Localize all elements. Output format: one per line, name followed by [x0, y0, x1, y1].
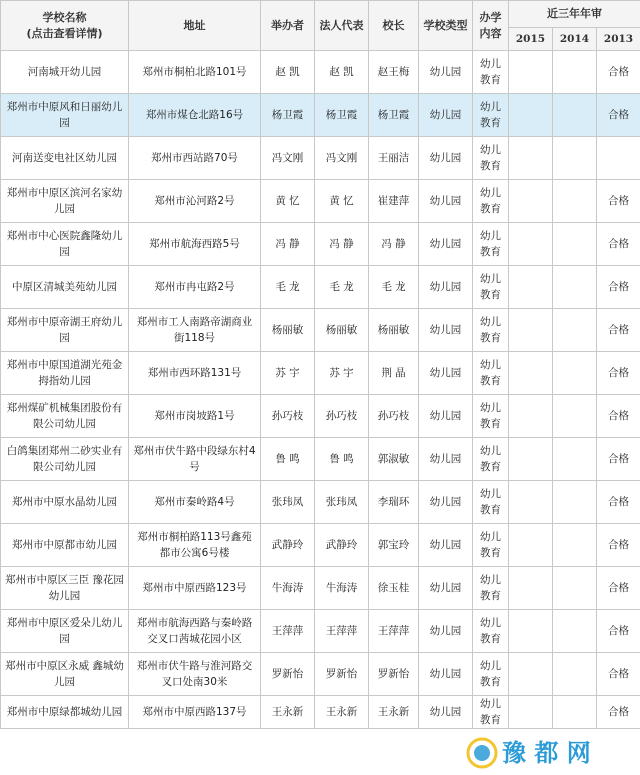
school-type-cell: 幼儿园: [419, 223, 473, 266]
table-row[interactable]: [1, 137, 640, 180]
principal-cell: 冯 静: [369, 223, 419, 266]
table-row[interactable]: [1, 696, 640, 729]
legal-rep-cell: 杨卫霞: [315, 94, 369, 137]
content-cell: 幼儿教育: [473, 352, 509, 395]
legal-rep-cell: 牛海涛: [315, 567, 369, 610]
content-cell: 幼儿教育: [473, 309, 509, 352]
review-2015-cell: [509, 438, 553, 481]
table-row[interactable]: [1, 653, 640, 696]
legal-rep-cell: 王萍萍: [315, 610, 369, 653]
legal-rep-cell: 杨丽敏: [315, 309, 369, 352]
table-row[interactable]: [1, 395, 640, 438]
review-2015-cell: [509, 395, 553, 438]
school-name-link[interactable]: 郑州市中原国道湖光苑金拇指幼儿园: [1, 352, 129, 395]
school-name-link[interactable]: 郑州市中原区三臣 豫花园幼儿园: [1, 567, 129, 610]
address-cell: 郑州市西环路131号: [129, 352, 261, 395]
review-2015-cell: [509, 352, 553, 395]
address-cell: 郑州市西站路70号: [129, 137, 261, 180]
school-name-link[interactable]: 河南送变电社区幼儿园: [1, 137, 129, 180]
school-name-link[interactable]: 郑州市中原绿都城幼儿园: [1, 696, 129, 729]
organizer-cell: 王永新: [261, 696, 315, 729]
school-name-link[interactable]: 郑州市中原都市幼儿园: [1, 524, 129, 567]
review-2014-cell: [553, 610, 597, 653]
school-type-cell: 幼儿园: [419, 309, 473, 352]
address-cell: 郑州市岗坡路1号: [129, 395, 261, 438]
school-name-link[interactable]: 郑州市中原区永威 鑫城幼儿园: [1, 653, 129, 696]
watermark-text: 豫 都 网: [502, 739, 591, 767]
review-2014-cell: [553, 223, 597, 266]
review-2014-cell: [553, 94, 597, 137]
table-row[interactable]: [1, 438, 640, 481]
review-2015-cell: [509, 481, 553, 524]
address-cell: 郑州市伏牛路与淮河路交叉口处南30米: [129, 653, 261, 696]
address-cell: 郑州市中原西路123号: [129, 567, 261, 610]
school-type-cell: 幼儿园: [419, 180, 473, 223]
organizer-cell: 毛 龙: [261, 266, 315, 309]
review-2014-cell: [553, 352, 597, 395]
header-year-2014: 2014: [553, 28, 597, 51]
review-2013-cell: 合格: [597, 309, 640, 352]
school-name-link[interactable]: 郑州市中心医院鑫隆幼儿园: [1, 223, 129, 266]
header-year-2015: 2015: [509, 28, 553, 51]
school-type-cell: 幼儿园: [419, 524, 473, 567]
header-organizer: 举办者: [261, 1, 315, 51]
school-type-cell: 幼儿园: [419, 395, 473, 438]
organizer-cell: 黄 忆: [261, 180, 315, 223]
organizer-cell: 鲁 鸣: [261, 438, 315, 481]
review-2014-cell: [553, 696, 597, 729]
organizer-cell: 罗新怡: [261, 653, 315, 696]
address-cell: 郑州市桐柏路113号鑫苑都市公寓6号楼: [129, 524, 261, 567]
school-type-cell: 幼儿园: [419, 352, 473, 395]
principal-cell: 孙巧枝: [369, 395, 419, 438]
header-review: 近三年年审: [509, 1, 640, 28]
school-type-cell: 幼儿园: [419, 653, 473, 696]
content-cell: 幼儿教育: [473, 696, 509, 729]
header-school-type: 学校类型: [419, 1, 473, 51]
review-2014-cell: [553, 51, 597, 94]
review-2013-cell: 合格: [597, 94, 640, 137]
address-cell: 郑州市航海西路与秦岭路交叉口茜城花园小区: [129, 610, 261, 653]
review-2015-cell: [509, 266, 553, 309]
review-2013-cell: 合格: [597, 51, 640, 94]
organizer-cell: 杨丽敏: [261, 309, 315, 352]
table-row[interactable]: [1, 94, 640, 137]
legal-rep-cell: 冯文刚: [315, 137, 369, 180]
table-row[interactable]: [1, 180, 640, 223]
review-2013-cell: 合格: [597, 653, 640, 696]
school-type-cell: 幼儿园: [419, 137, 473, 180]
school-type-cell: 幼儿园: [419, 481, 473, 524]
review-2014-cell: [553, 653, 597, 696]
review-2014-cell: [553, 137, 597, 180]
review-2013-cell: 合格: [597, 524, 640, 567]
school-type-cell: 幼儿园: [419, 94, 473, 137]
address-cell: 郑州市冉屯路2号: [129, 266, 261, 309]
review-2013-cell: 合格: [597, 180, 640, 223]
legal-rep-cell: 黄 忆: [315, 180, 369, 223]
organizer-cell: 张玮凤: [261, 481, 315, 524]
review-2015-cell: [509, 696, 553, 729]
table-row[interactable]: [1, 223, 640, 266]
content-cell: 幼儿教育: [473, 524, 509, 567]
table-row[interactable]: [1, 309, 640, 352]
principal-cell: 赵王梅: [369, 51, 419, 94]
legal-rep-cell: 张玮凤: [315, 481, 369, 524]
review-2013-cell: 合格: [597, 352, 640, 395]
review-2014-cell: [553, 481, 597, 524]
school-type-cell: 幼儿园: [419, 51, 473, 94]
site-watermark-logo: [462, 731, 634, 771]
principal-cell: 徐玉桂: [369, 567, 419, 610]
review-2015-cell: [509, 567, 553, 610]
content-cell: 幼儿教育: [473, 481, 509, 524]
content-cell: 幼儿教育: [473, 223, 509, 266]
school-type-cell: 幼儿园: [419, 610, 473, 653]
legal-rep-cell: 武静玲: [315, 524, 369, 567]
address-cell: 郑州市煤仓北路16号: [129, 94, 261, 137]
school-name-link[interactable]: 郑州市中原区滨河名家幼儿园: [1, 180, 129, 223]
review-2015-cell: [509, 653, 553, 696]
review-2014-cell: [553, 309, 597, 352]
header-year-2013: 2013: [597, 28, 640, 51]
principal-cell: 李瑞环: [369, 481, 419, 524]
address-cell: 郑州市秦岭路4号: [129, 481, 261, 524]
review-2014-cell: [553, 567, 597, 610]
review-2013-cell: 合格: [597, 696, 640, 729]
school-name-link[interactable]: 河南城开幼儿园: [1, 51, 129, 94]
organizer-cell: 苏 宇: [261, 352, 315, 395]
address-cell: 郑州市中原西路137号: [129, 696, 261, 729]
content-cell: 幼儿教育: [473, 94, 509, 137]
table-row[interactable]: [1, 524, 640, 567]
school-name-link[interactable]: 郑州市中原帝湖王府幼儿园: [1, 309, 129, 352]
legal-rep-cell: 赵 凯: [315, 51, 369, 94]
table-row[interactable]: [1, 51, 640, 94]
review-2015-cell: [509, 94, 553, 137]
principal-cell: 罗新怡: [369, 653, 419, 696]
content-cell: 幼儿教育: [473, 438, 509, 481]
header-address: 地址: [129, 1, 261, 51]
content-cell: 幼儿教育: [473, 653, 509, 696]
review-2015-cell: [509, 180, 553, 223]
principal-cell: 毛 龙: [369, 266, 419, 309]
organizer-cell: 孙巧枝: [261, 395, 315, 438]
review-2014-cell: [553, 180, 597, 223]
review-2014-cell: [553, 524, 597, 567]
table-row[interactable]: [1, 352, 640, 395]
school-name-link[interactable]: 郑州市中原水晶幼儿园: [1, 481, 129, 524]
review-2015-cell: [509, 524, 553, 567]
content-cell: 幼儿教育: [473, 51, 509, 94]
content-cell: 幼儿教育: [473, 395, 509, 438]
principal-cell: 王永新: [369, 696, 419, 729]
review-2013-cell: 合格: [597, 610, 640, 653]
review-2013-cell: 合格: [597, 223, 640, 266]
legal-rep-cell: 毛 龙: [315, 266, 369, 309]
organizer-cell: 武静玲: [261, 524, 315, 567]
review-2013-cell: 合格: [597, 481, 640, 524]
organizer-cell: 赵 凯: [261, 51, 315, 94]
header-school-name: 学校名称 (点击查看详情): [1, 1, 129, 51]
school-name-link[interactable]: 郑州市中原区爱朵儿幼儿园: [1, 610, 129, 653]
principal-cell: 杨卫霞: [369, 94, 419, 137]
principal-cell: 郭淑敏: [369, 438, 419, 481]
header-legal-rep: 法人代表: [315, 1, 369, 51]
review-2015-cell: [509, 137, 553, 180]
review-2015-cell: [509, 610, 553, 653]
content-cell: 幼儿教育: [473, 567, 509, 610]
address-cell: 郑州市航海西路5号: [129, 223, 261, 266]
content-cell: 幼儿教育: [473, 137, 509, 180]
organizer-cell: 王萍萍: [261, 610, 315, 653]
school-name-link[interactable]: 郑州市中原风和日丽幼儿园: [1, 94, 129, 137]
content-cell: 幼儿教育: [473, 266, 509, 309]
school-name-link[interactable]: 中原区清城美苑幼儿园: [1, 266, 129, 309]
review-2015-cell: [509, 309, 553, 352]
address-cell: 郑州市工人南路帝湖商业街118号: [129, 309, 261, 352]
principal-cell: 王萍萍: [369, 610, 419, 653]
principal-cell: 王丽洁: [369, 137, 419, 180]
legal-rep-cell: 苏 宇: [315, 352, 369, 395]
table-body: [1, 51, 640, 729]
principal-cell: 荆 晶: [369, 352, 419, 395]
address-cell: 郑州市桐柏北路101号: [129, 51, 261, 94]
organizer-cell: 杨卫霞: [261, 94, 315, 137]
header-principal: 校长: [369, 1, 419, 51]
content-cell: 幼儿教育: [473, 610, 509, 653]
table-row[interactable]: [1, 610, 640, 653]
organizer-cell: 冯文刚: [261, 137, 315, 180]
legal-rep-cell: 王永新: [315, 696, 369, 729]
principal-cell: 杨丽敏: [369, 309, 419, 352]
legal-rep-cell: 鲁 鸣: [315, 438, 369, 481]
legal-rep-cell: 冯 静: [315, 223, 369, 266]
table-row[interactable]: [1, 567, 640, 610]
legal-rep-cell: 孙巧枝: [315, 395, 369, 438]
principal-cell: 崔建萍: [369, 180, 419, 223]
principal-cell: 郭宝玲: [369, 524, 419, 567]
review-2013-cell: 合格: [597, 567, 640, 610]
organizer-cell: 冯 静: [261, 223, 315, 266]
review-2013-cell: 合格: [597, 266, 640, 309]
school-type-cell: 幼儿园: [419, 567, 473, 610]
review-2014-cell: [553, 438, 597, 481]
table-row[interactable]: [1, 266, 640, 309]
address-cell: 郑州市伏牛路中段绿东村4号: [129, 438, 261, 481]
school-type-cell: 幼儿园: [419, 696, 473, 729]
school-name-link[interactable]: 郑州煤矿机械集团股份有限公司幼儿园: [1, 395, 129, 438]
header-content: 办学内容: [473, 1, 509, 51]
address-cell: 郑州市沁河路2号: [129, 180, 261, 223]
content-cell: 幼儿教育: [473, 180, 509, 223]
organizer-cell: 牛海涛: [261, 567, 315, 610]
table-row[interactable]: [1, 481, 640, 524]
review-2014-cell: [553, 395, 597, 438]
school-name-link[interactable]: 白鸽集团郑州二砂实业有限公司幼儿园: [1, 438, 129, 481]
review-2013-cell: 合格: [597, 438, 640, 481]
review-2015-cell: [509, 223, 553, 266]
school-type-cell: 幼儿园: [419, 438, 473, 481]
review-2013-cell: [597, 137, 640, 180]
review-2015-cell: [509, 51, 553, 94]
review-2014-cell: [553, 266, 597, 309]
school-type-cell: 幼儿园: [419, 266, 473, 309]
legal-rep-cell: 罗新怡: [315, 653, 369, 696]
review-2013-cell: 合格: [597, 395, 640, 438]
